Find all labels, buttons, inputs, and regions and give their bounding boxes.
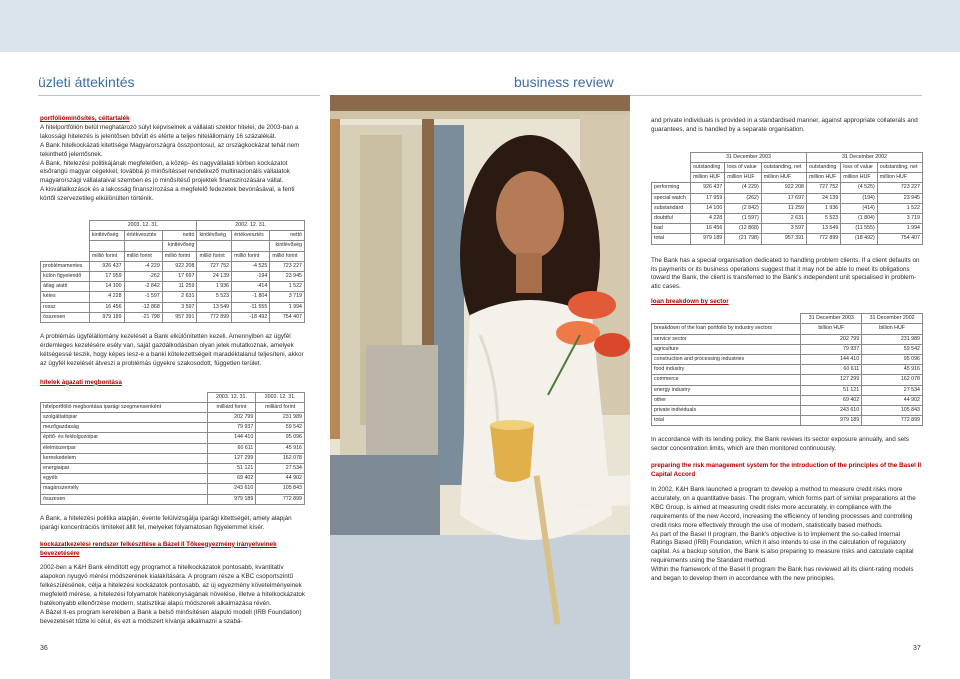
table-cell: 11 259 — [162, 282, 197, 292]
row-label: kereskedelem — [41, 453, 208, 463]
page-number-right: 37 — [913, 645, 921, 652]
table-header: kintlévőség — [197, 231, 232, 241]
table-cell: 14 100 — [690, 203, 724, 213]
table-row — [652, 365, 923, 375]
table-row — [41, 423, 305, 433]
table-cell: 60 611 — [801, 365, 862, 375]
table-row — [652, 375, 923, 385]
row-label: doubtful — [652, 214, 691, 224]
table-cell: 727 752 — [197, 261, 232, 271]
row-label: rossz — [41, 302, 90, 312]
table-cell: 3 597 — [761, 224, 806, 234]
table-cell: 202 799 — [207, 413, 256, 423]
row-label: performing — [652, 183, 691, 193]
table-row — [41, 494, 305, 504]
table-unit: billion HUF — [801, 324, 862, 334]
rating-table-en — [651, 152, 923, 245]
table-row — [41, 272, 305, 282]
table-header: loss of value — [725, 163, 761, 173]
sector-table-en — [651, 313, 923, 426]
row-label: total — [652, 416, 801, 426]
table-cell: 127 299 — [801, 375, 862, 385]
table-row — [652, 234, 923, 244]
table-unit: millió forint — [89, 251, 124, 261]
table-cell: 1 522 — [877, 203, 922, 213]
table-cell: 979 189 — [801, 416, 862, 426]
table-cell: 1 936 — [806, 203, 840, 213]
table-cell: 162 078 — [256, 453, 305, 463]
table-cell: 723 227 — [270, 261, 305, 271]
table-cell: -1 804 — [232, 292, 270, 302]
table-row — [652, 203, 923, 213]
section-title-english: business review — [514, 74, 614, 90]
row-label: összesen — [41, 494, 208, 504]
table-cell: 14 100 — [89, 282, 124, 292]
table-row — [652, 344, 923, 354]
table-row — [652, 224, 923, 234]
row-label: food industry — [652, 365, 801, 375]
table-cell: 127 299 — [207, 453, 256, 463]
table-cell: 17 697 — [761, 193, 806, 203]
table-cell: 60 611 — [207, 443, 256, 453]
table-cell: 27 534 — [862, 385, 923, 395]
table-cell: 69 402 — [801, 395, 862, 405]
table-unit: millió forint — [232, 251, 270, 261]
row-label: külön figyelendő — [41, 272, 90, 282]
table-unit: millió forint — [197, 251, 232, 261]
table-cell: 16 456 — [89, 302, 124, 312]
table-header: nettó — [162, 231, 197, 241]
paragraph: A hitelportfólión belül meghatározó súlyt képviselnek a vállalati szektor hitelei, de 2003-ban a lakossági hitelezés is jelentősen bővült és elérte a teljes hitelállomány 16 százalékát. — [40, 123, 299, 140]
table-cell: 243 610 — [801, 406, 862, 416]
table-row — [41, 312, 305, 322]
table-cell: (1 804) — [841, 214, 877, 224]
row-label: service sector — [652, 334, 801, 344]
row-label: élelmiszeripar — [41, 443, 208, 453]
table-cell: 27 534 — [256, 464, 305, 474]
row-label: commerce — [652, 375, 801, 385]
table-unit: million HUF — [877, 173, 922, 183]
photo-woman-with-lilies — [330, 95, 630, 679]
row-label: kétes — [41, 292, 90, 302]
table-cell: -262 — [124, 272, 162, 282]
table-row — [652, 395, 923, 405]
table-header: 31 December 2003 — [690, 152, 806, 162]
table-cell: 243 610 — [207, 484, 256, 494]
table-cell: 926 437 — [690, 183, 724, 193]
table-cell: (2 842) — [725, 203, 761, 213]
table-row — [41, 443, 305, 453]
paragraph: and private individuals is provided in a standardised manner, against appropriate collaterals and guarantees, and is handled by a separate organisation. — [651, 117, 918, 133]
table-row — [41, 474, 305, 484]
table-cell: (21 798) — [725, 234, 761, 244]
paragraph: The Bank has a special organisation dedicated to handling problem clients. If a client defaults on its payments or its business operations suggest that it may not be able to meet its obligations toward the Bank, the client is transferred to the Bank's independent unit specialised in problem-atic cases. — [651, 256, 920, 291]
table-cell: 2 631 — [162, 292, 197, 302]
table-header: 2003. 12. 31. — [89, 221, 197, 231]
table-cell: 957 391 — [761, 234, 806, 244]
table-cell: 95 096 — [256, 433, 305, 443]
table-cell: 1 936 — [197, 282, 232, 292]
table-header: 31 December 2002 — [862, 314, 923, 324]
row-label: egyéb — [41, 474, 208, 484]
table-cell: 95 096 — [862, 354, 923, 364]
row-label: construction and processing industries — [652, 354, 801, 364]
row-label: bad — [652, 224, 691, 234]
paragraph: A Bázel II-es program keretében a Bank a belső minősítésen alapuló modell (IRB Foundation) bevezetését tűzte ki célul, és ezt a módszert kívánja alkalmazni a szabá- — [40, 609, 302, 625]
row-label: agriculture — [652, 344, 801, 354]
table-unit: millió forint — [124, 251, 162, 261]
table-unit: milliárd forint — [256, 402, 305, 412]
table-row — [652, 183, 923, 193]
table-unit: million HUF — [725, 173, 761, 183]
table-row — [652, 193, 923, 203]
table-unit: million HUF — [806, 173, 840, 183]
table-cell: 13 549 — [806, 224, 840, 234]
table-cell: -1 597 — [124, 292, 162, 302]
table-cell: 772 899 — [806, 234, 840, 244]
row-label: átlag alatti — [41, 282, 90, 292]
header-rule-left — [38, 95, 320, 96]
table-header: 2002. 12. 31. — [197, 221, 305, 231]
table-cell: (4 229) — [725, 183, 761, 193]
table-cell: 51 121 — [801, 385, 862, 395]
table-cell: -2 842 — [124, 282, 162, 292]
table-cell: 723 227 — [877, 183, 922, 193]
table-cell: 1 994 — [877, 224, 922, 234]
paragraph: Within the framework of the Basel II program the Bank has reviewed all its client-rating models and began to develop them in accordance with the new principles. — [651, 566, 914, 583]
table-row — [41, 261, 305, 271]
table-row — [652, 334, 923, 344]
table-cell: -4 525 — [232, 261, 270, 271]
row-label: energiaipar — [41, 464, 208, 474]
table-row — [41, 433, 305, 443]
paragraph: 2002-ben a K&H Bank elindított egy programot a hitelkockázatok pontosabb, kvantitatív alapokon nyugvó mérési módszerének kialakítására. A program része a KBC csoportszintű felkészülésének, célja a hitelezési kockázatok pontosabb, az új egyezmény követelményeinek megfelelő mérése, a hitelezési folyamatok hatékonyságának növelése, illetve a hitelkockázatok hatékonyabb ellenőrzése modern, statisztikai alapú módszerek alkalmazása révén. — [40, 564, 305, 608]
rating-table-hu — [40, 220, 305, 323]
row-label: szolgáltatópiar — [41, 413, 208, 423]
table-cell: 45 916 — [862, 365, 923, 375]
table-header: értékvesztés — [232, 231, 270, 241]
table-cell: (18 492) — [841, 234, 877, 244]
table-cell: (262) — [725, 193, 761, 203]
table-unit: million HUF — [841, 173, 877, 183]
table-row — [41, 484, 305, 494]
table-cell: -21 798 — [124, 312, 162, 322]
table-header: outstanding, net — [761, 163, 806, 173]
table-header: outstanding — [806, 163, 840, 173]
table-cell: (12 868) — [725, 224, 761, 234]
table-header: nettó — [270, 231, 305, 241]
table-cell: 44 902 — [256, 474, 305, 484]
row-label: total — [652, 234, 691, 244]
page-number-left: 36 — [40, 645, 48, 652]
table-header: outstanding — [690, 163, 724, 173]
row-label: építő- és feldolgozóipar — [41, 433, 208, 443]
table-cell: (194) — [841, 193, 877, 203]
table-cell: 45 916 — [256, 443, 305, 453]
table-cell: 979 189 — [690, 234, 724, 244]
table-cell: 44 902 — [862, 395, 923, 405]
table-unit: million HUF — [761, 173, 806, 183]
table-cell: 3 719 — [877, 214, 922, 224]
table-header: hitelportfólió megbontása iparági szegmensenként — [41, 402, 208, 412]
row-label: private individuals — [652, 406, 801, 416]
heading-loan-breakdown: loan breakdown by sector — [651, 298, 729, 306]
heading-basel: kockázatkezelési rendszer felkészítése a Bázel II Tőkeegyezmény irányelveinek bevezetésére — [40, 540, 277, 557]
table-cell: 5 523 — [197, 292, 232, 302]
photo-illustration — [330, 95, 630, 679]
table-cell: 105 843 — [862, 406, 923, 416]
table-cell: 13 549 — [197, 302, 232, 312]
heading-basel-en: preparing the risk management system for the introduction of the principles of the Basel II Capital Accord — [651, 462, 922, 479]
heading-sector-breakdown: hitelek ágazati megbontása — [40, 378, 122, 386]
table-unit: millió forint — [270, 251, 305, 261]
table-cell: 231 989 — [862, 334, 923, 344]
sector-table-hu — [40, 392, 305, 505]
table-row — [41, 302, 305, 312]
table-cell: 754 407 — [877, 234, 922, 244]
table-header: breakdown of the loan portfolio by industry sectors — [652, 324, 801, 334]
table-cell: -18 492 — [232, 312, 270, 322]
table-cell: 162 078 — [862, 375, 923, 385]
table-cell: 79 937 — [207, 423, 256, 433]
table-cell: 17 959 — [89, 272, 124, 282]
table-row — [652, 214, 923, 224]
table-row — [41, 453, 305, 463]
paragraph: As part of the Basel II program, the Bank's objective is to implement the so-called Internal Ratings Based (IRB) Foundation, which it also intends to use in the calculation of regulatory capital. As a backup solution, the Bank is also preparing to measure risks and calculate capital requirements using the Standard method. — [651, 530, 914, 565]
table-unit: million HUF — [690, 173, 724, 183]
paragraph: A kisvállalkozások és a lakosság finanszírozása a megfelelő fedezetek bevonásával, a fenti körtől szervezetileg elkülönülten történik. — [40, 186, 295, 203]
table-header: 31 December 2002 — [806, 152, 922, 162]
heading-portfolio-rating: portfólióminősítés, céltartalék — [40, 115, 130, 122]
table-cell: 1 522 — [270, 282, 305, 292]
table-cell: 772 899 — [862, 416, 923, 426]
left-column — [40, 115, 305, 627]
table-row — [652, 385, 923, 395]
table-row — [652, 416, 923, 426]
table-cell: (11 555) — [841, 224, 877, 234]
table-header: loss of value — [841, 163, 877, 173]
table-cell: 5 523 — [806, 214, 840, 224]
right-column — [651, 117, 923, 584]
table-cell: 17 959 — [690, 193, 724, 203]
row-label: other — [652, 395, 801, 405]
table-cell: 69 402 — [207, 474, 256, 484]
table-cell: 105 843 — [256, 484, 305, 494]
table-header: outstanding, net — [877, 163, 922, 173]
table-cell: 957 391 — [162, 312, 197, 322]
table-cell: 79 937 — [801, 344, 862, 354]
table-cell: 202 799 — [801, 334, 862, 344]
section-title-hungarian: üzleti áttekintés — [38, 74, 135, 90]
table-row — [41, 464, 305, 474]
paragraph: In 2002, K&H Bank launched a program to develop a method to measure credit risks more accurately, on a quantitative basis. The program, which forms part of similar preparations at the KBC Group, is aimed at measuring credit risks more accurately, in compliance with the requirements of the new Accord, increasing the efficiency of lending processes and controlling credit risks more effectively through the use of modern, statistically based methods. — [651, 486, 916, 529]
table-cell: 17 697 — [162, 272, 197, 282]
row-label: energy industry — [652, 385, 801, 395]
table-cell: 772 899 — [197, 312, 232, 322]
table-header: kintlévőség — [89, 231, 124, 241]
table-cell: 51 121 — [207, 464, 256, 474]
table-cell: 16 456 — [690, 224, 724, 234]
table-cell: 4 228 — [89, 292, 124, 302]
table-cell: -11 555 — [232, 302, 270, 312]
table-cell: 3 719 — [270, 292, 305, 302]
paragraph: In accordance with its lending policy, the Bank reviews its sector exposure annually, and sets sector concentration limits, which are then monitored continuously. — [651, 436, 910, 453]
table-cell: 144 410 — [801, 354, 862, 364]
table-cell: (4 525) — [841, 183, 877, 193]
table-cell: 11 259 — [761, 203, 806, 213]
table-row — [652, 406, 923, 416]
table-row — [41, 292, 305, 302]
table-cell: 231 989 — [256, 413, 305, 423]
table-cell: -194 — [232, 272, 270, 282]
table-header: 31 December 2003 — [801, 314, 862, 324]
row-label: problémamentes — [41, 261, 90, 271]
table-row — [41, 413, 305, 423]
table-header: kintlévőség — [162, 241, 197, 251]
row-label: magánszemély — [41, 484, 208, 494]
table-cell: 4 228 — [690, 214, 724, 224]
table-cell: 23 945 — [270, 272, 305, 282]
table-cell: -4 229 — [124, 261, 162, 271]
row-label: összesen — [41, 312, 90, 322]
table-cell: 922 208 — [162, 261, 197, 271]
row-label: special watch — [652, 193, 691, 203]
table-cell: 979 189 — [207, 494, 256, 504]
table-cell: 23 945 — [877, 193, 922, 203]
table-unit: billion HUF — [862, 324, 923, 334]
table-cell: 979 189 — [89, 312, 124, 322]
table-row — [652, 354, 923, 364]
table-row — [41, 282, 305, 292]
table-cell: -414 — [232, 282, 270, 292]
top-band — [0, 0, 960, 52]
paragraph: A Bank, a hitelezési politika alapján, évente felülvizsgálja iparági kitettségét, amely alapján iparági koncentrációs limiteket állít fel, melyeket folyamatosan figyelemmel kísér. — [40, 514, 292, 531]
table-cell: 59 542 — [256, 423, 305, 433]
table-cell: 926 437 — [89, 261, 124, 271]
row-label: mezőgazdaság — [41, 423, 208, 433]
paragraph: A Bank, hitelezési politikájának megfelelően, a közép- és nagyvállalati körben kockázatot elsőrangú magyar cégekkel, továbbá jó minősítéssel rendelkező multinacionális vállalatok magyarországi vállalataival szemben és jó minősítésű projektek finanszírozására vállal. — [40, 159, 290, 185]
paragraph: A Bank hitelkockázati kitettsége Magyarországra összpontosul, az országkockázat tehát nem tekinthető jelentősnek. — [40, 141, 300, 158]
table-header: kintlévőség — [270, 241, 305, 251]
table-cell: 144 410 — [207, 433, 256, 443]
table-cell: (414) — [841, 203, 877, 213]
table-cell: -12 868 — [124, 302, 162, 312]
table-cell: 3 597 — [162, 302, 197, 312]
table-cell: 2 631 — [761, 214, 806, 224]
table-cell: 754 407 — [270, 312, 305, 322]
table-cell: 24 139 — [806, 193, 840, 203]
table-cell: 772 899 — [256, 494, 305, 504]
table-cell: (1 597) — [725, 214, 761, 224]
table-header: 2003. 12. 31. — [207, 392, 256, 402]
table-cell: 59 542 — [862, 344, 923, 354]
table-unit: milliárd forint — [207, 402, 256, 412]
table-header: 2002. 12. 31. — [256, 392, 305, 402]
table-cell: 727 752 — [806, 183, 840, 193]
table-cell: 24 139 — [197, 272, 232, 282]
table-cell: 1 994 — [270, 302, 305, 312]
paragraph: A problémás ügyfélállomány kezelését a Bank elkülönítetten kezeli. Amennyiben az ügyfél érdemleges kezelésére esély van, saját gazdálkodásban olyan jelek mutatkoznak, amelyek kétségessé teszik, hogy képes lesz-e a banki kötelezettségeit maradéktalanul teljesíteni, akkor az ügyfél kezelését átveszi a problémás ügyekre szakosodott, független terület. — [40, 333, 304, 367]
table-header: értékvesztés — [124, 231, 162, 241]
row-label: substandard — [652, 203, 691, 213]
table-unit: millió forint — [162, 251, 197, 261]
table-cell: 922 208 — [761, 183, 806, 193]
